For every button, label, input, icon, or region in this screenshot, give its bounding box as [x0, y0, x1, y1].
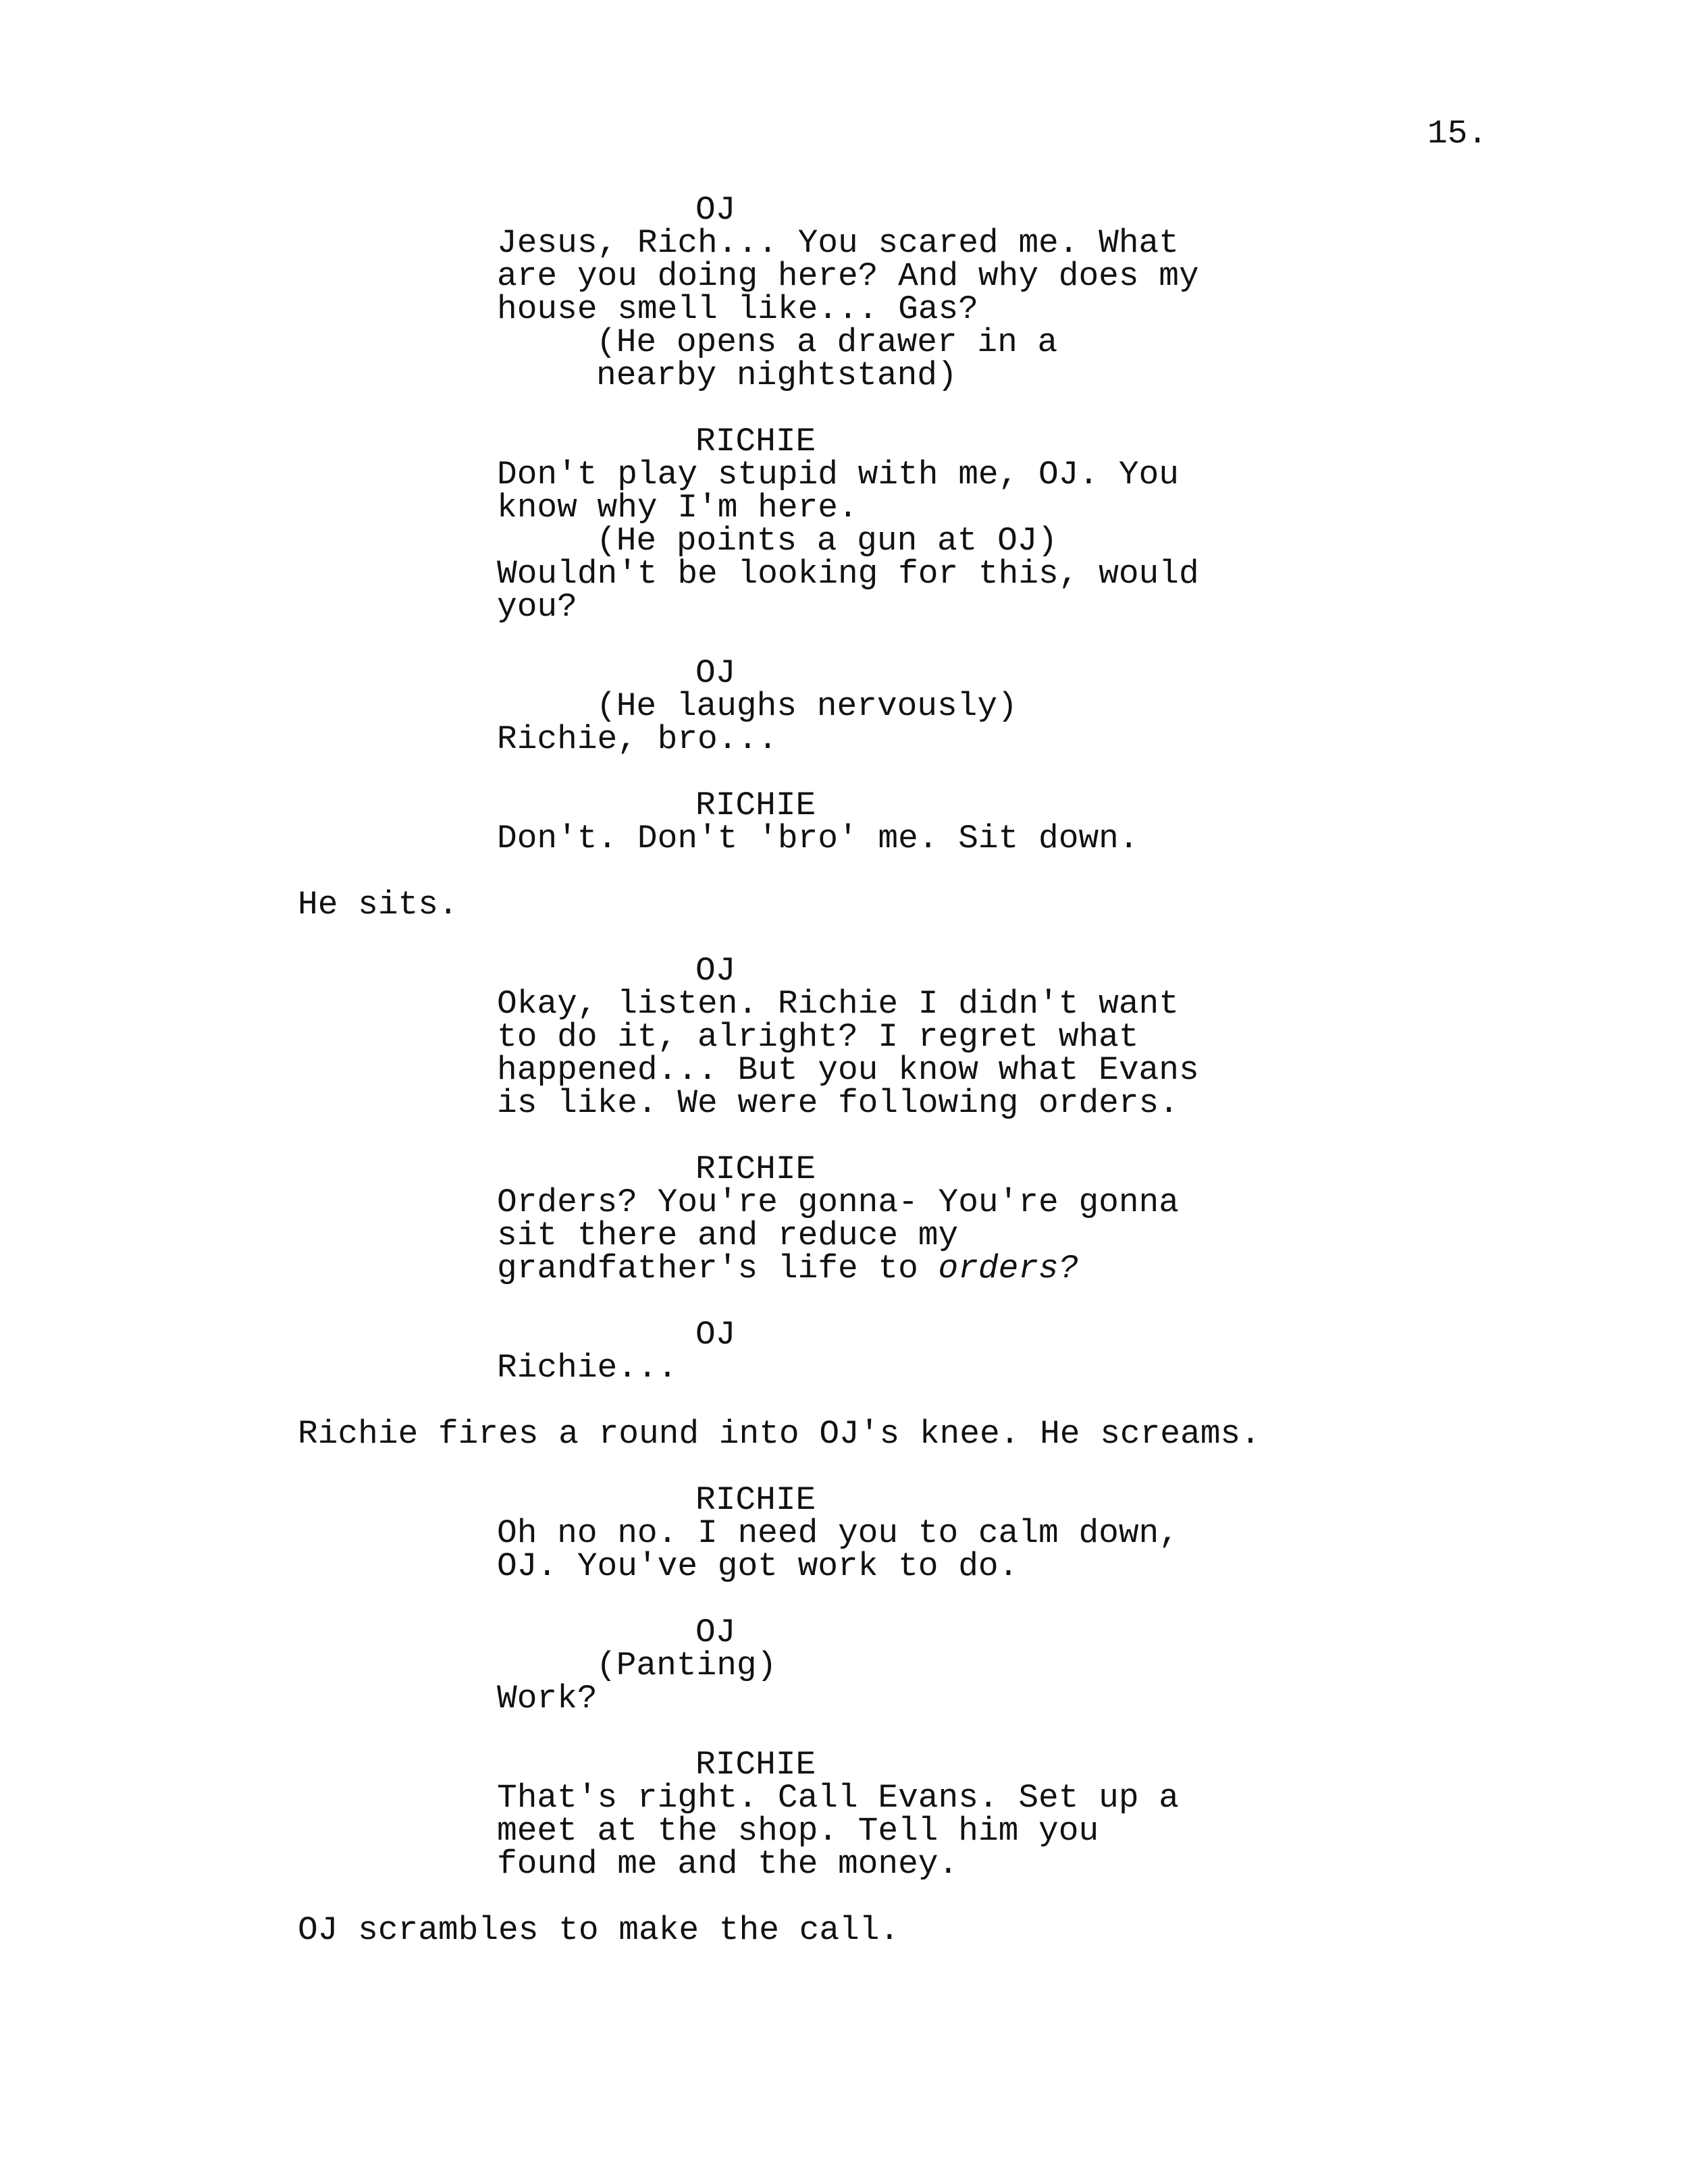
character-name: OJ: [695, 952, 736, 990]
dialogue-line: house smell like... Gas?: [497, 290, 978, 328]
dialogue-line: Okay, listen. Richie I didn't want: [497, 985, 1179, 1023]
character-name: RICHIE: [695, 787, 816, 824]
dialogue-line: Oh no no. I need you to calm down,: [497, 1514, 1179, 1552]
dialogue-line: to do it, alright? I regret what: [497, 1018, 1139, 1056]
dialogue-line: are you doing here? And why does my: [497, 257, 1199, 295]
parenthetical: (He opens a drawer in a: [596, 323, 1058, 361]
dialogue-line: Richie, bro...: [497, 720, 778, 758]
character-name: OJ: [695, 191, 736, 229]
parenthetical: (He points a gun at OJ): [596, 522, 1058, 560]
character-name: RICHIE: [695, 423, 816, 460]
dialogue-line: Don't play stupid with me, OJ. You: [497, 456, 1179, 494]
dialogue-emphasis: orders?: [938, 1250, 1079, 1287]
dialogue-line: [497, 1252, 1078, 1286]
character-name: RICHIE: [695, 1150, 816, 1188]
dialogue-line: is like. We were following orders.: [497, 1084, 1179, 1122]
action-line: Richie fires a round into OJ's knee. He screams.: [298, 1415, 1261, 1453]
dialogue-line: found me and the money.: [497, 1845, 959, 1883]
dialogue-line: OJ. You've got work to do.: [497, 1547, 1019, 1585]
character-name: OJ: [695, 1316, 736, 1354]
parenthetical: nearby nightstand): [596, 356, 957, 394]
dialogue-line: Work?: [497, 1680, 598, 1717]
dialogue-line: happened... But you know what Evans: [497, 1051, 1199, 1089]
dialogue-line: Jesus, Rich... You scared me. What: [497, 224, 1179, 262]
dialogue-line: meet at the shop. Tell him you: [497, 1812, 1099, 1850]
page-number: 15.: [1427, 115, 1488, 153]
dialogue-line: know why I'm here.: [497, 489, 858, 527]
character-name: OJ: [695, 1614, 736, 1651]
dialogue-text: grandfather's life to: [497, 1250, 939, 1287]
dialogue-line: That's right. Call Evans. Set up a: [497, 1779, 1179, 1817]
character-name: RICHIE: [695, 1481, 816, 1519]
dialogue-line: Wouldn't be looking for this, would: [497, 555, 1199, 593]
dialogue-line: Orders? You're gonna- You're gonna: [497, 1183, 1179, 1221]
dialogue-line: sit there and reduce my: [497, 1217, 959, 1254]
character-name: OJ: [695, 654, 736, 692]
dialogue-line: Richie...: [497, 1349, 678, 1387]
parenthetical: (Panting): [596, 1647, 777, 1684]
dialogue-line: Don't. Don't 'bro' me. Sit down.: [497, 820, 1139, 857]
action-line: OJ scrambles to make the call.: [298, 1911, 900, 1949]
dialogue-line: you?: [497, 588, 577, 626]
parenthetical: (He laughs nervously): [596, 687, 1018, 725]
character-name: RICHIE: [695, 1746, 816, 1784]
action-line: He sits.: [298, 886, 458, 924]
